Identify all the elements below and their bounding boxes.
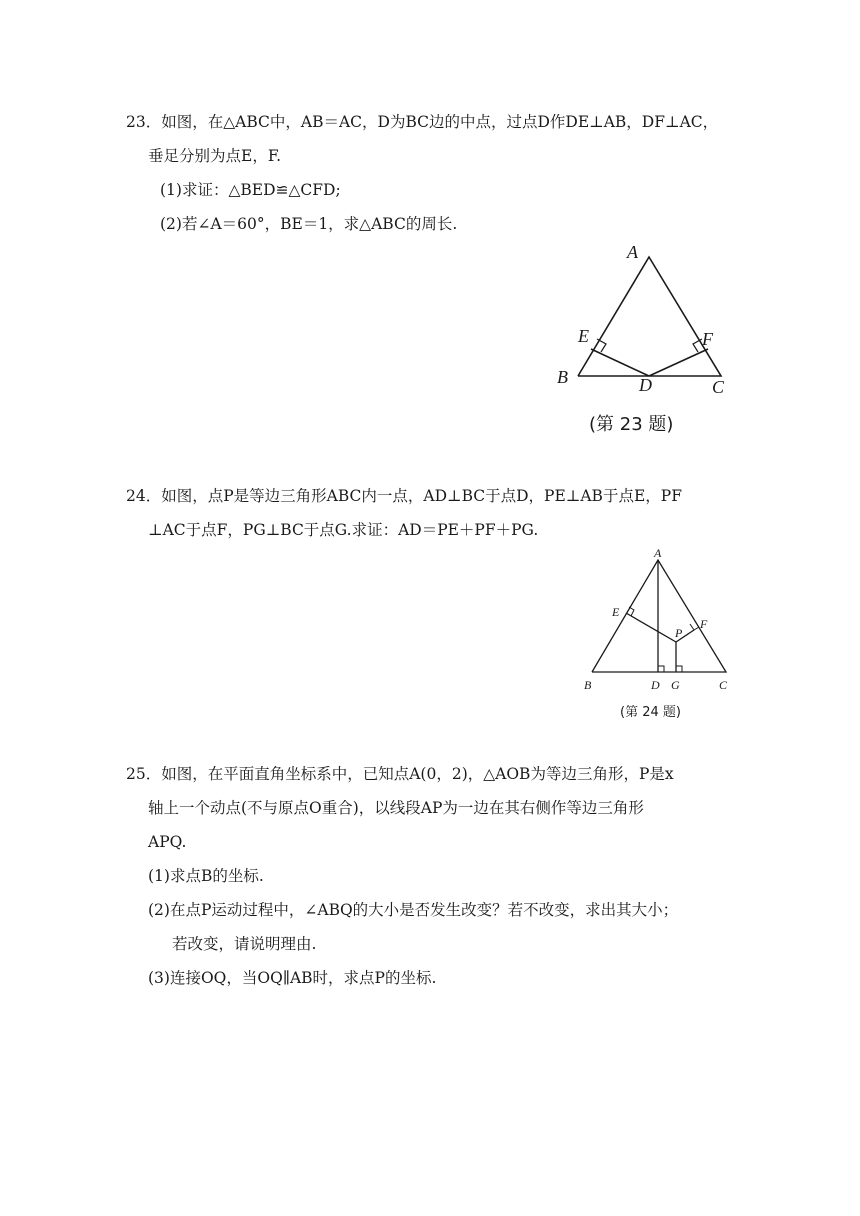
problem-25-line-2: 轴上一个动点(不与原点O重合)，以线段AP为一边在其右侧作等边三角形: [148, 799, 644, 817]
label-24-a: A: [654, 546, 662, 560]
label-23-b: B: [557, 367, 568, 387]
problem-23-part-2: (2)若∠A＝60°，BE＝1，求△ABC的周长.: [160, 215, 458, 233]
caption-23: (第 23 题): [589, 414, 674, 435]
segment-pe: [626, 613, 676, 642]
label-23-e: E: [578, 326, 589, 346]
label-23-a: A: [627, 242, 638, 262]
label-24-d: D: [651, 678, 660, 692]
caption-24: (第 24 题): [620, 705, 681, 720]
label-24-f: F: [700, 617, 708, 631]
label-24-e: E: [612, 605, 620, 619]
problem-24-line-2: ⊥AC于点F，PG⊥BC于点G.求证：AD＝PE＋PF＋PG.: [148, 521, 539, 539]
label-24-p: P: [675, 626, 683, 640]
problem-23-part-1: (1)求证：△BED≌△CFD;: [160, 181, 341, 199]
problem-25-part-1: (1)求点B的坐标.: [148, 867, 264, 885]
problem-25-part-2-cont: 若改变，请说明理由.: [172, 935, 317, 953]
label-23-d: D: [639, 375, 652, 395]
problem-25-line-3: APQ.: [148, 833, 187, 851]
label-24-g: G: [671, 678, 680, 692]
label-23-f: F: [702, 329, 713, 349]
problem-23-line-2: 垂足分别为点E，F.: [148, 147, 282, 165]
problem-25-line-1: 25．如图，在平面直角坐标系中，已知点A(0，2)，△AOB为等边三角形，P是x: [126, 765, 674, 783]
problem-24-line-1: 24．如图，点P是等边三角形ABC内一点，AD⊥BC于点D，PE⊥AB于点E，PF: [126, 487, 682, 505]
problem-23-line-1: 23．如图，在△ABC中，AB＝AC，D为BC边的中点，过点D作DE⊥AB，DF⊥AC，: [126, 113, 719, 131]
problem-25-part-2: (2)在点P运动过程中，∠ABQ的大小是否发生改变？若不改变，求出其大小；: [148, 901, 679, 919]
label-24-b: B: [584, 678, 592, 692]
problem-25-part-3: (3)连接OQ，当OQ∥AB时，求点P的坐标.: [148, 969, 437, 987]
label-23-c: C: [712, 377, 725, 397]
right-angle-g: [676, 666, 682, 672]
right-angle-d: [658, 666, 664, 672]
label-24-c: C: [719, 678, 728, 692]
